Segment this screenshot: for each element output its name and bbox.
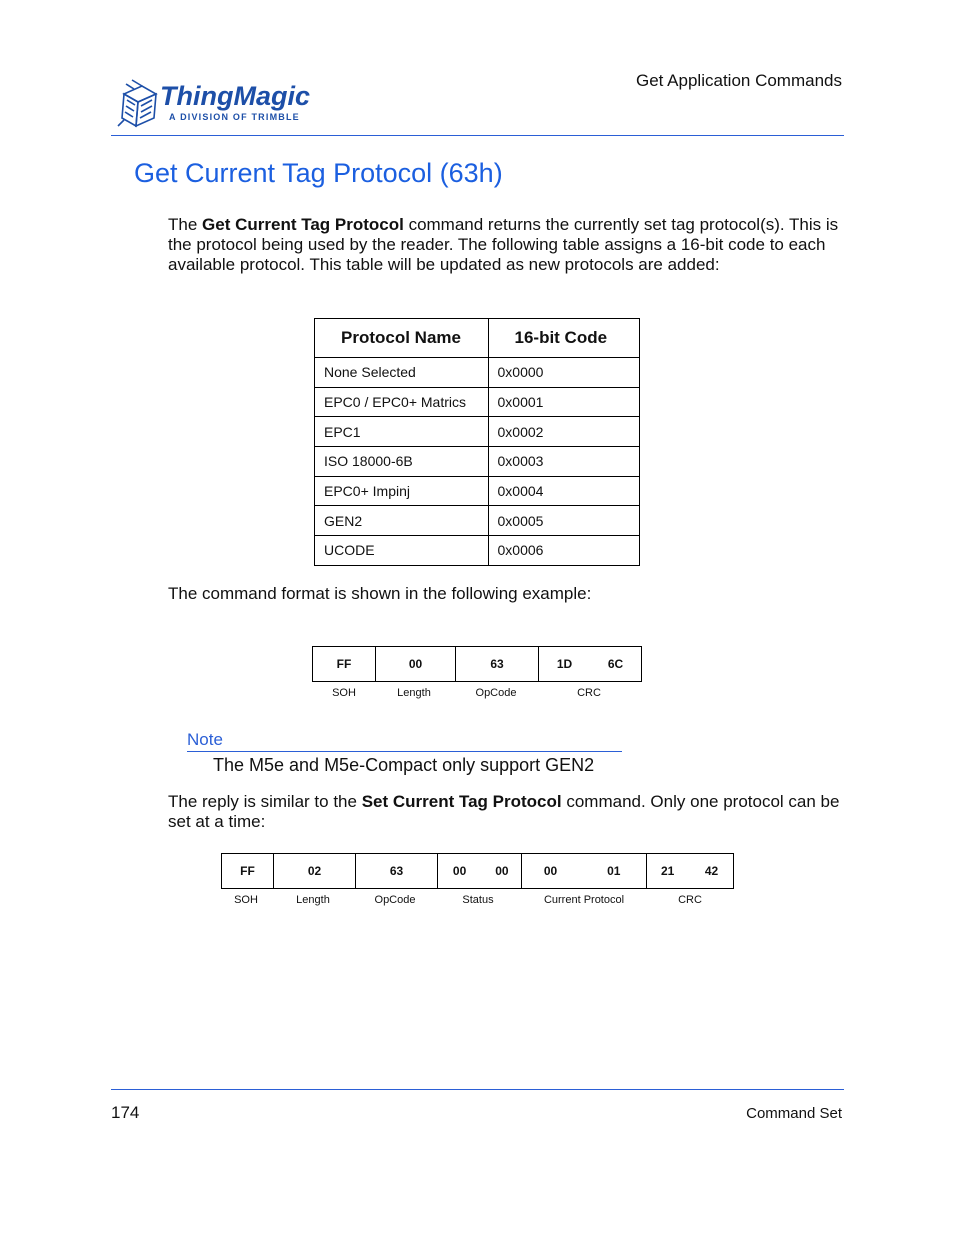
reply-text-after: command. Only one protocol can be set at a time: bbox=[168, 792, 840, 831]
intro-text-after: command returns the currently set tag protocol(s). This is the protocol being used by the reader. The following table assigns a 16-bit code to each available protocol. This table will be updated as new protocols are added: bbox=[168, 215, 839, 274]
protocol-name-cell: EPC1 bbox=[315, 417, 489, 447]
table-row bbox=[315, 387, 640, 417]
table-row bbox=[315, 417, 640, 447]
intro-text-before: The bbox=[168, 215, 203, 234]
command-bytes-crc bbox=[539, 647, 642, 682]
logo-text: ThingMagic bbox=[160, 81, 310, 111]
footer-divider bbox=[111, 1089, 844, 1090]
command-byte-length bbox=[376, 647, 456, 682]
protocol-name-cell: EPC0+ Impinj bbox=[315, 476, 489, 506]
intro-text-bold: Get Current Tag Protocol bbox=[202, 215, 404, 234]
reply-intro-paragraph bbox=[168, 792, 848, 832]
protocol-code-cell: 0x0002 bbox=[488, 417, 640, 447]
table-row bbox=[315, 536, 640, 566]
table-row bbox=[315, 358, 640, 388]
protocol-name-cell: UCODE bbox=[315, 536, 489, 566]
intro-paragraph bbox=[168, 215, 848, 275]
protocol-code-cell: 0x0005 bbox=[488, 506, 640, 536]
column-header-code: 16-bit Code bbox=[488, 319, 640, 358]
header-section-title: Get Application Commands bbox=[636, 71, 842, 90]
field-label-opcode: OpCode bbox=[475, 687, 517, 699]
command-byte-row bbox=[313, 647, 642, 682]
page-number: 174 bbox=[111, 1103, 140, 1122]
field-label-crc: CRC bbox=[678, 894, 702, 906]
note-title: Note bbox=[187, 730, 223, 749]
reply-byte-opcode bbox=[356, 854, 438, 889]
reply-text-before: The reply is similar to the bbox=[168, 792, 362, 811]
reply-byte-soh bbox=[222, 854, 274, 889]
command-format-table bbox=[312, 646, 642, 682]
command-intro: The command format is shown in the following example: bbox=[168, 584, 592, 603]
note-text: The M5e and M5e-Compact only support GEN2 bbox=[213, 755, 595, 775]
table-row bbox=[315, 506, 640, 536]
protocol-name-cell: ISO 18000-6B bbox=[315, 447, 489, 477]
logo-mark-icon bbox=[112, 72, 312, 132]
byte-value: 00 bbox=[408, 657, 423, 671]
byte-value: FF bbox=[240, 864, 255, 878]
reply-bytes-current-protocol bbox=[522, 854, 647, 889]
table-row bbox=[315, 476, 640, 506]
header-divider bbox=[111, 135, 844, 136]
column-header-protocol-name: Protocol Name bbox=[315, 319, 489, 358]
field-label-current-protocol: Current Protocol bbox=[543, 894, 625, 906]
reply-bytes-crc bbox=[647, 854, 734, 889]
reply-format-table bbox=[221, 853, 734, 889]
byte-value: 1D bbox=[556, 657, 573, 671]
byte-value: 63 bbox=[389, 864, 404, 878]
command-byte-opcode bbox=[456, 647, 539, 682]
thingmagic-logo bbox=[112, 72, 312, 132]
protocol-code-cell: 0x0003 bbox=[488, 447, 640, 477]
reply-byte-length bbox=[274, 854, 356, 889]
command-byte-soh bbox=[313, 647, 376, 682]
field-label-status: Status bbox=[462, 894, 494, 906]
protocol-code-cell: 0x0004 bbox=[488, 476, 640, 506]
protocol-code-cell: 0x0000 bbox=[488, 358, 640, 388]
field-label-length: Length bbox=[397, 687, 431, 699]
protocol-table bbox=[314, 318, 640, 566]
byte-value: 21 bbox=[660, 864, 675, 878]
field-label-soh: SOH bbox=[332, 687, 356, 699]
note-divider bbox=[187, 751, 622, 752]
field-label-soh: SOH bbox=[234, 894, 258, 906]
logo-subtext: A DIVISION OF TRIMBLE bbox=[169, 112, 300, 122]
protocol-name-cell: EPC0 / EPC0+ Matrics bbox=[315, 387, 489, 417]
byte-value: 63 bbox=[490, 657, 504, 671]
protocol-name-cell: None Selected bbox=[315, 358, 489, 388]
protocol-code-cell: 0x0001 bbox=[488, 387, 640, 417]
reply-bytes-status bbox=[438, 854, 522, 889]
field-label-crc: CRC bbox=[577, 687, 601, 699]
page-title: Get Current Tag Protocol (63h) bbox=[134, 158, 503, 188]
footer-section-title: Command Set bbox=[746, 1105, 842, 1122]
byte-value: 00 bbox=[495, 864, 509, 878]
byte-value: 42 bbox=[704, 864, 719, 878]
table-header-row bbox=[315, 319, 640, 358]
protocol-name-cell: GEN2 bbox=[315, 506, 489, 536]
byte-value: FF bbox=[336, 657, 352, 671]
table-row bbox=[315, 447, 640, 477]
protocol-code-cell: 0x0006 bbox=[488, 536, 640, 566]
byte-value: 02 bbox=[307, 864, 322, 878]
byte-value: 6C bbox=[607, 657, 624, 671]
field-label-length: Length bbox=[296, 894, 330, 906]
reply-byte-row bbox=[222, 854, 734, 889]
reply-text-bold: Set Current Tag Protocol bbox=[361, 792, 562, 811]
field-label-opcode: OpCode bbox=[374, 894, 416, 906]
byte-value: 01 bbox=[607, 864, 621, 878]
byte-value: 00 bbox=[452, 864, 467, 878]
byte-value: 00 bbox=[543, 864, 558, 878]
